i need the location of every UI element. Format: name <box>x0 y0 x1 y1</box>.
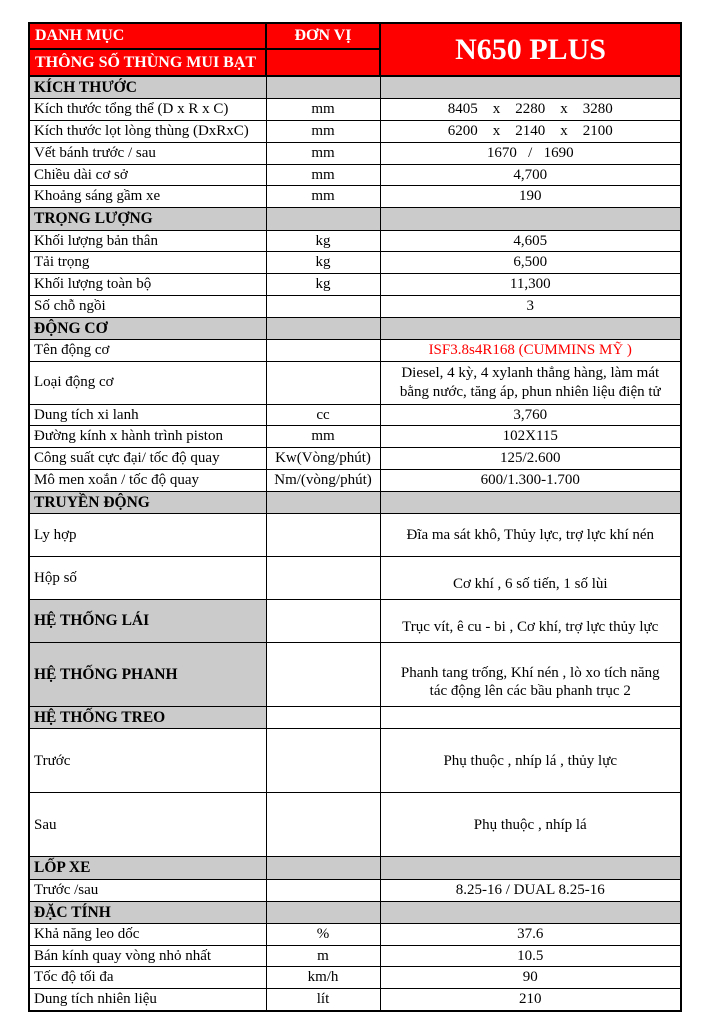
header-unit-title: ĐƠN VỊ <box>266 23 380 49</box>
section-header: HỆ THỐNG PHANH <box>29 643 266 707</box>
section-unit-cell <box>266 208 380 230</box>
table-row <box>29 879 681 901</box>
section-row-with-value <box>29 643 681 707</box>
model-name: N650 PLUS <box>380 23 681 76</box>
header-category-title: DANH MỤC <box>29 23 266 49</box>
table-row <box>29 252 681 274</box>
table-row <box>29 186 681 208</box>
table-row <box>29 793 681 857</box>
row-value: 3 <box>380 295 681 317</box>
table-row <box>29 121 681 143</box>
section-row <box>29 901 681 923</box>
row-label: Kích thước lọt lòng thùng (DxRxC) <box>29 121 266 143</box>
row-value: 1670 / 1690 <box>380 142 681 164</box>
row-value: Phụ thuộc , nhíp lá <box>380 793 681 857</box>
row-label: Khả năng leo dốc <box>29 923 266 945</box>
row-label: Tên động cơ <box>29 339 266 361</box>
row-unit: mm <box>266 426 380 448</box>
section-value-cell <box>380 901 681 923</box>
row-unit <box>266 879 380 901</box>
row-unit: km/h <box>266 967 380 989</box>
section-header: HỆ THỐNG TREO <box>29 707 266 729</box>
row-label: Trước /sau <box>29 879 266 901</box>
table-row <box>29 404 681 426</box>
section-value-cell <box>380 208 681 230</box>
table-row <box>29 967 681 989</box>
row-label: Dung tích xi lanh <box>29 404 266 426</box>
table-row <box>29 426 681 448</box>
row-label: Sau <box>29 793 266 857</box>
table-row <box>29 164 681 186</box>
row-label: Số chỗ ngồi <box>29 295 266 317</box>
row-unit: mm <box>266 186 380 208</box>
section-unit-cell <box>266 901 380 923</box>
section-row <box>29 707 681 729</box>
row-value: 125/2.600 <box>380 448 681 470</box>
row-unit: Kw(Vòng/phút) <box>266 448 380 470</box>
row-label: Vết bánh trước / sau <box>29 142 266 164</box>
table-row <box>29 274 681 296</box>
row-unit <box>266 361 380 404</box>
section-header: KÍCH THƯỚC <box>29 76 266 99</box>
row-value: 6,500 <box>380 252 681 274</box>
engine-name-value: ISF3.8s4R168 (CUMMINS MỸ ) <box>380 339 681 361</box>
row-value: 4,605 <box>380 230 681 252</box>
row-unit <box>266 600 380 643</box>
row-label: Tốc độ tối đa <box>29 967 266 989</box>
row-value: 11,300 <box>380 274 681 296</box>
row-unit <box>266 514 380 557</box>
section-row <box>29 208 681 230</box>
row-label: Mô men xoắn / tốc độ quay <box>29 469 266 491</box>
section-value-cell <box>380 857 681 879</box>
section-header: LỐP XE <box>29 857 266 879</box>
row-label: Kích thước tổng thể (D x R x C) <box>29 99 266 121</box>
row-value: Phanh tang trống, Khí nén , lò xo tích năng tác động lên các bầu phanh trục 2 <box>380 643 681 707</box>
row-label: Công suất cực đại/ tốc độ quay <box>29 448 266 470</box>
section-row <box>29 317 681 339</box>
row-value: 37.6 <box>380 923 681 945</box>
header-row-1 <box>29 23 681 49</box>
row-label: Trước <box>29 729 266 793</box>
section-value-cell <box>380 707 681 729</box>
row-unit: mm <box>266 121 380 143</box>
row-label: Hộp số <box>29 557 266 600</box>
spec-table <box>28 22 682 1012</box>
row-unit: cc <box>266 404 380 426</box>
section-row <box>29 857 681 879</box>
section-unit-cell <box>266 491 380 513</box>
row-value: 210 <box>380 989 681 1011</box>
row-value: 10.5 <box>380 945 681 967</box>
row-unit: mm <box>266 164 380 186</box>
row-unit <box>266 339 380 361</box>
row-label: Ly hợp <box>29 514 266 557</box>
row-label: Khoảng sáng gầm xe <box>29 186 266 208</box>
row-unit: mm <box>266 142 380 164</box>
row-value: Phụ thuộc , nhíp lá , thủy lực <box>380 729 681 793</box>
table-row <box>29 448 681 470</box>
header-unit-empty-cell <box>266 49 380 76</box>
table-row <box>29 142 681 164</box>
row-unit: mm <box>266 99 380 121</box>
table-row <box>29 923 681 945</box>
row-unit: m <box>266 945 380 967</box>
section-value-cell <box>380 317 681 339</box>
section-row <box>29 491 681 513</box>
row-value: Đĩa ma sát khô, Thủy lực, trợ lực khí nén <box>380 514 681 557</box>
row-unit <box>266 793 380 857</box>
row-label: Dung tích nhiên liệu <box>29 989 266 1011</box>
table-row <box>29 514 681 557</box>
row-label: Bán kính quay vòng nhỏ nhất <box>29 945 266 967</box>
row-value: 6200 x 2140 x 2100 <box>380 121 681 143</box>
section-header: TRUYỀN ĐỘNG <box>29 491 266 513</box>
header-subtitle: THÔNG SỐ THÙNG MUI BẠT <box>29 49 266 76</box>
row-unit: Nm/(vòng/phút) <box>266 469 380 491</box>
section-value-cell <box>380 491 681 513</box>
row-unit: kg <box>266 230 380 252</box>
section-header: HỆ THỐNG LÁI <box>29 600 266 643</box>
table-row <box>29 230 681 252</box>
row-unit: kg <box>266 252 380 274</box>
section-row-with-value <box>29 600 681 643</box>
row-value: 90 <box>380 967 681 989</box>
table-row <box>29 557 681 600</box>
section-unit-cell <box>266 317 380 339</box>
row-unit: kg <box>266 274 380 296</box>
row-value: 102X115 <box>380 426 681 448</box>
section-unit-cell <box>266 857 380 879</box>
row-unit <box>266 557 380 600</box>
section-header: ĐỘNG CƠ <box>29 317 266 339</box>
row-value: Trục vít, ê cu - bi , Cơ khí, trợ lực thủy lực <box>380 600 681 643</box>
row-label: Đường kính x hành trình piston <box>29 426 266 448</box>
row-unit: % <box>266 923 380 945</box>
row-value: 190 <box>380 186 681 208</box>
row-value: Diesel, 4 kỳ, 4 xylanh thẳng hàng, làm mát bằng nước, tăng áp, phun nhiên liệu điện tử <box>380 361 681 404</box>
row-value: 8405 x 2280 x 3280 <box>380 99 681 121</box>
row-value: 8.25-16 / DUAL 8.25-16 <box>380 879 681 901</box>
table-row <box>29 469 681 491</box>
table-row <box>29 729 681 793</box>
row-value: Cơ khí , 6 số tiến, 1 số lùi <box>380 557 681 600</box>
row-value: 4,700 <box>380 164 681 186</box>
section-header: ĐẶC TÍNH <box>29 901 266 923</box>
row-label: Khối lượng bản thân <box>29 230 266 252</box>
section-unit-cell <box>266 707 380 729</box>
row-label: Tải trọng <box>29 252 266 274</box>
row-unit <box>266 729 380 793</box>
table-row <box>29 339 681 361</box>
section-row <box>29 76 681 99</box>
row-label: Khối lượng toàn bộ <box>29 274 266 296</box>
row-label: Chiều dài cơ sở <box>29 164 266 186</box>
row-label: Loại động cơ <box>29 361 266 404</box>
row-value: 3,760 <box>380 404 681 426</box>
section-header: TRỌNG LƯỢNG <box>29 208 266 230</box>
section-value-cell <box>380 76 681 99</box>
row-unit <box>266 295 380 317</box>
table-row <box>29 295 681 317</box>
table-row <box>29 361 681 404</box>
row-unit <box>266 643 380 707</box>
table-row <box>29 99 681 121</box>
table-row <box>29 945 681 967</box>
row-unit: lít <box>266 989 380 1011</box>
row-value: 600/1.300-1.700 <box>380 469 681 491</box>
section-unit-cell <box>266 76 380 99</box>
